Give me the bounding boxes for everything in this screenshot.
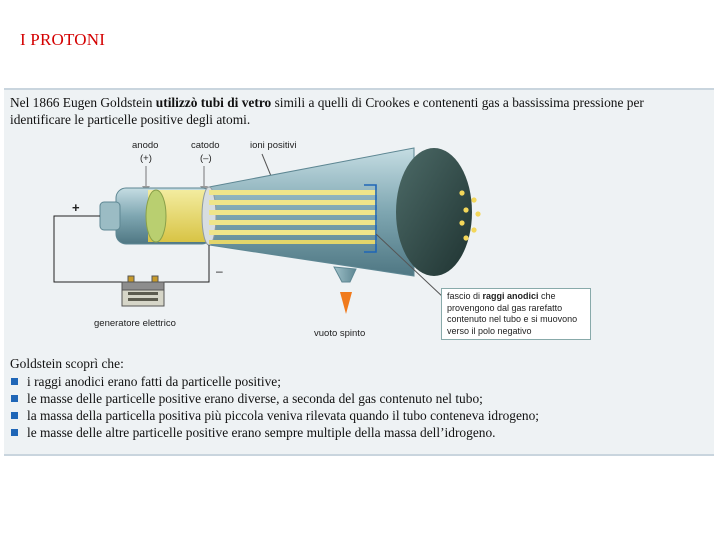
glass-tube-stem — [100, 202, 120, 230]
generator-label: generatore elettrico — [94, 318, 176, 329]
cathode-label: catodo — [191, 140, 220, 151]
anode-rays-callout — [441, 288, 591, 340]
list-item-text: i raggi anodici erano fatti da particelle positive; — [27, 374, 281, 389]
conclusion-list — [10, 373, 710, 441]
callout-text-bold: raggi anodici — [482, 291, 539, 301]
minus-sign: – — [216, 264, 223, 278]
slide-title: I PROTONI — [20, 30, 106, 49]
list-item — [10, 373, 710, 390]
intro-text-bold: utilizzò tubi di vetro — [155, 95, 272, 110]
vacuum-arrow — [340, 292, 352, 314]
list-item-text: le masse delle particelle positive erano diverse, a seconda del gas contenuto nel tubo; — [27, 391, 483, 406]
anode-sign: (+) — [140, 153, 152, 164]
intro-text-1: Nel 1866 Eugen Goldstein — [10, 95, 156, 110]
intro-paragraph — [10, 94, 670, 128]
anode-label: anodo — [132, 140, 159, 151]
list-item — [10, 390, 710, 407]
cathode-disk — [202, 187, 216, 245]
cathode-sign: (–) — [200, 153, 212, 164]
goldstein-tube-diagram — [4, 130, 714, 355]
plus-sign: + — [72, 200, 80, 215]
callout-text-1: fascio di — [447, 291, 483, 301]
anode-disk — [146, 190, 166, 242]
vacuum-label: vuoto spinto — [314, 328, 366, 339]
vacuum-nozzle — [334, 267, 356, 282]
callout-text-2: che provengono dal gas rarefatto contenuto nel tubo e si muovono verso il polo negativo — [447, 291, 578, 336]
tube-end-cap — [396, 148, 472, 276]
list-item — [10, 424, 710, 441]
bullet-square-icon — [11, 395, 18, 402]
positive-ions-label: ioni positivi — [250, 140, 297, 151]
conclusion-lead: Goldstein scoprì che: — [10, 356, 124, 371]
list-item-text: la massa della particella positiva più piccola veniva rilevata quando il tubo conteneva idrogeno; — [27, 408, 540, 423]
bullet-square-icon — [11, 429, 18, 436]
intro-text-2: simili a quelli di Crookes e contenenti gas a bassissima pressione per identificare le particelle positive degli atomi. — [10, 95, 644, 127]
battery-icon — [122, 276, 164, 306]
bullet-square-icon — [11, 378, 18, 385]
list-item — [10, 407, 710, 424]
list-item-text: le masse delle altre particelle positive erano sempre multiple della massa dell’idrogeno. — [27, 425, 496, 440]
bullet-square-icon — [11, 412, 18, 419]
